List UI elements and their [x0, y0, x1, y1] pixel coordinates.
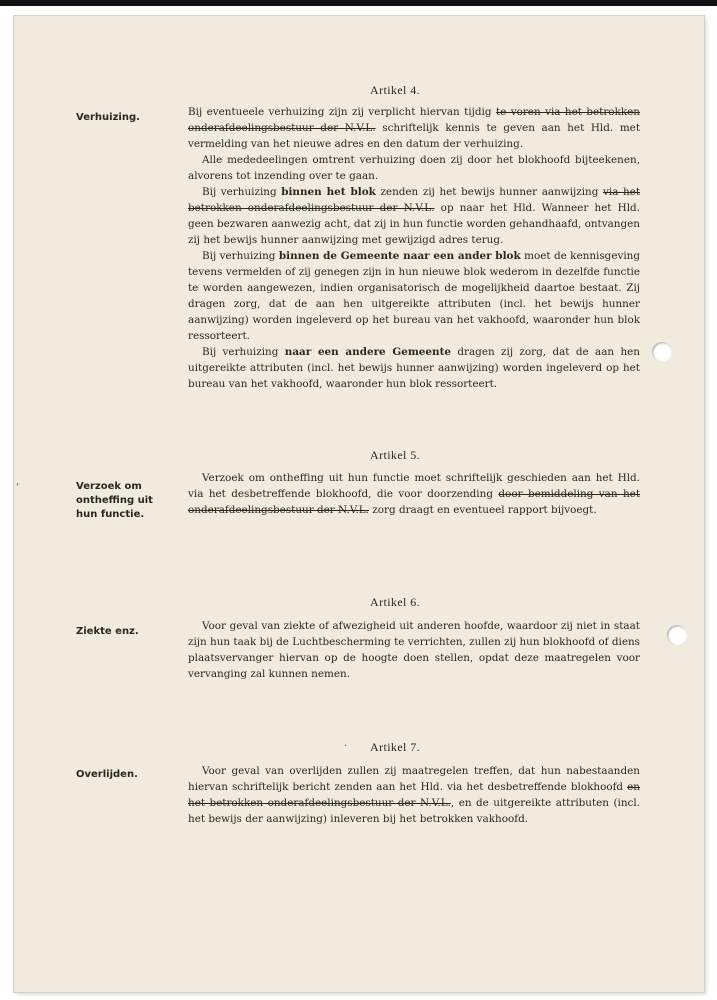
article-6-heading: Artikel 6.	[370, 595, 420, 609]
punch-hole	[652, 342, 672, 362]
article-5-margin-label: Verzoek om ontheffing uit hun functie.	[76, 481, 153, 520]
article-7-margin-label: Overlijden.	[76, 769, 138, 780]
article-7-paragraph: Voor geval van overlijden zullen zij maatregelen treffen, dat hun nabestaanden hiervan schriftelijk bericht zenden aan het Hld. via het desbetreffende blokhoofd en het betrokken onderafdeelingsbestuur der N.V.L., en de uitgereikte attributen (incl. het bewijs der aanwijzing) inleveren bij het betrokken vakhoofd.	[188, 765, 640, 825]
article-4-paragraph: Alle mededeelingen omtrent verhuizing doen zij door het blokhoofd bijteekenen, alvorens tot inzending over te gaan.	[188, 154, 640, 182]
article-5-body	[188, 470, 640, 518]
article-5-heading: Artikel 5.	[370, 448, 420, 462]
article-4-paragraph: Bij verhuizing naar een andere Gemeente dragen zij zorg, dat de aan hen uitgereikte attributen (incl. het bewijs hunner aanwijzing) worden ingeleverd op het bureau van het vakhoofd, waaronder hun blok ressorteert.	[188, 346, 640, 390]
punch-hole	[667, 625, 687, 645]
article-4-paragraph: Bij eventueele verhuizing zijn zij verplicht hiervan tijdig te voren via het betrokken onderafdeelingsbestuur der N.V.L. schriftelijk kennis te geven aan het Hld. met vermelding van het nieuwe adres en den datum der verhuizing.	[188, 106, 641, 150]
article-6-paragraph: Voor geval van ziekte of afwezigheid uit anderen hoofde, waardoor zij niet in staat zijn hun taak bij de Luchtbescherming te verrichten, zullen zij hun blokhoofd of diens plaatsvervanger hiervan op de hoogte doen stellen, opdat deze maatregelen voor vervanging zal kunnen nemen.	[188, 620, 640, 680]
article-6-margin-label: Ziekte enz.	[76, 626, 139, 637]
scan-top-border	[0, 0, 717, 6]
article-4-heading: Artikel 4.	[370, 83, 420, 97]
margin-mark: .	[344, 738, 348, 749]
article-4-body	[188, 104, 640, 392]
struck-text: te voren via het betrokken onderafdeelingsbestuur der N.V.L.	[188, 106, 640, 134]
margin-mark: '	[16, 482, 19, 493]
article-6-body	[188, 618, 640, 682]
article-4-margin-label: Verhuizing.	[76, 112, 140, 123]
struck-text: door bemiddeling van het onderafdeelingsbestuur der N.V.L.	[188, 488, 641, 516]
article-7-body	[188, 763, 640, 827]
article-5-paragraph: Verzoek om ontheffing uit hun functie moet schriftelijk geschieden aan het Hld. via het desbetreffende blokhoofd, die voor doorzending door bemiddeling van het onderafdeelingsbestuur der N.V.L. zorg draagt en eventueel rapport bijvoegt.	[188, 472, 641, 516]
article-7-heading: Artikel 7.	[370, 740, 420, 754]
struck-text: en het betrokken onderafdeelingsbestuur der N.V.L.	[188, 781, 640, 809]
article-4-paragraph: Bij verhuizing binnen de Gemeente naar een ander blok moet de kennisgeving tevens vermelden of zij genegen zijn in hun nieuwe blok wederom in dezelfde functie te worden aangewezen, indien organisatorisch de mogelijkheid daartoe bestaat. Zij dragen zorg, dat de aan hen uitgereikte attributen (incl. het bewijs hunner aanwijzing) worden ingeleverd op het bureau van het vakhoofd, waaronder hun blok ressorteert.	[188, 250, 641, 342]
struck-text: via het betrokken onderafdeelingsbestuur der N.V.L.	[188, 186, 641, 214]
article-4-paragraph: Bij verhuizing binnen het blok zenden zij het bewijs hunner aanwijzing via het betrokken onderafdeelingsbestuur der N.V.L. op naar het Hld. Wanneer het Hld. geen bezwaren aanwezig acht, dat zij in hun functie worden gehandhaafd, ontvangen zij het bewijs hunner aanwijzing met gewijzigd adres terug.	[188, 186, 641, 246]
